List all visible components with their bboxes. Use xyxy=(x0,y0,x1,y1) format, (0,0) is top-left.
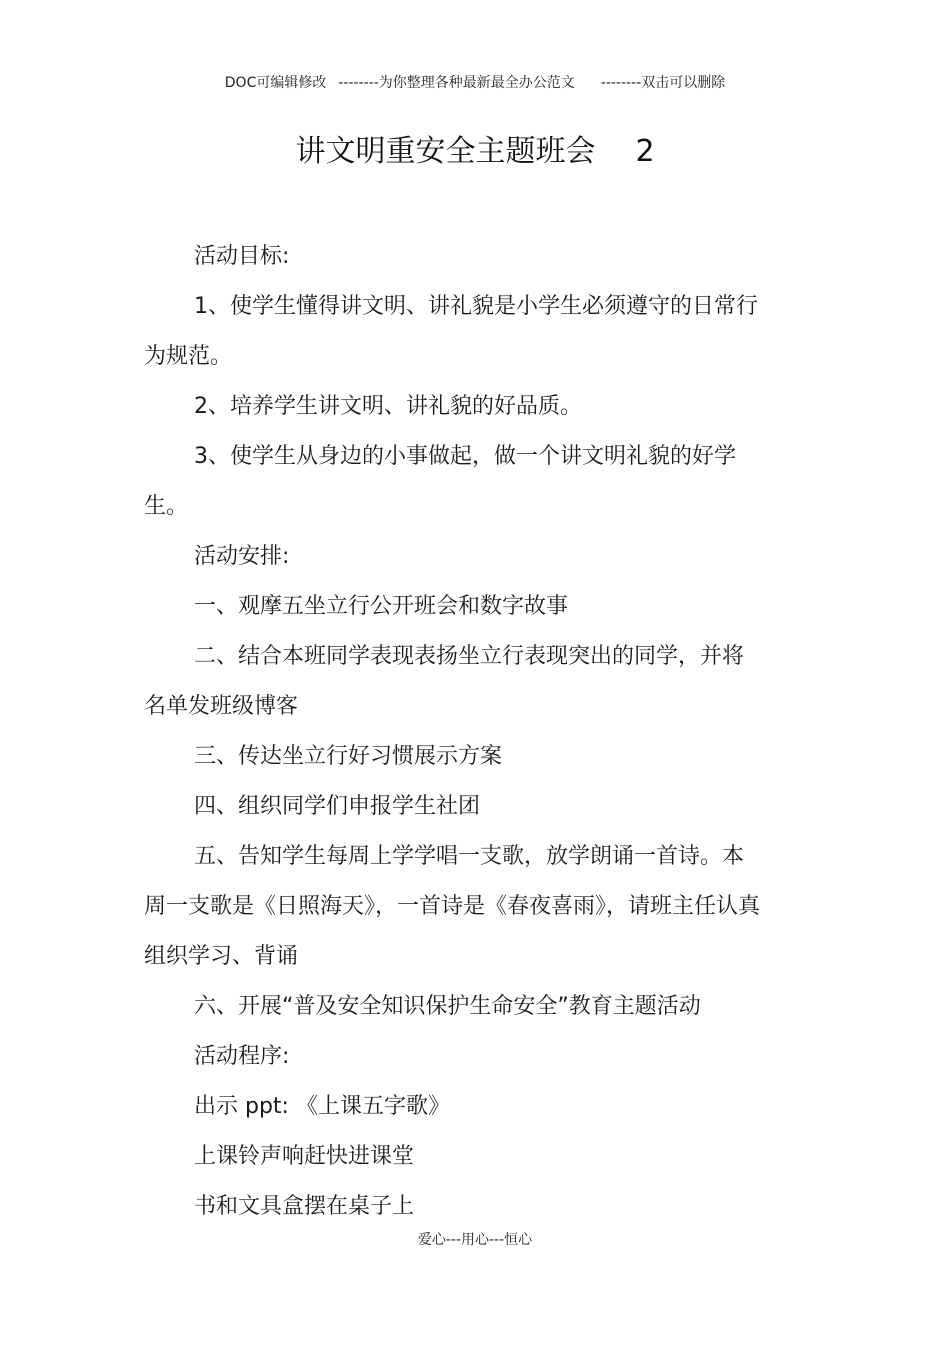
document-body xyxy=(144,232,764,1232)
header-description: --------为你整理各种最新最全办公范文 xyxy=(338,75,575,91)
title-number: 2 xyxy=(635,134,655,169)
procedure-line-3: 书和文具盒摆在桌子上 xyxy=(194,1194,415,1219)
arrangement-item-2: 二、结合本班同学表现表扬坐立行表现突出的同学，并将名单发班级博客 xyxy=(144,644,745,719)
arrangement-item-4: 四、组织同学们申报学生社团 xyxy=(194,794,481,819)
arrangement-item-1: 一、观摩五坐立行公开班会和数字故事 xyxy=(194,594,569,619)
procedure-line-1: 出示 ppt: 《上课五字歌》 xyxy=(194,1094,450,1119)
arrangement-item-3: 三、传达坐立行好习惯展示方案 xyxy=(194,744,503,769)
header-delete-hint: --------双击可以删除 xyxy=(600,75,726,91)
arrangement-item-6: 六、开展“普及安全知识保护生命安全”教育主题活动 xyxy=(194,994,701,1019)
page-header xyxy=(0,72,950,92)
procedure-line-2: 上课铃声响赶快进课堂 xyxy=(194,1144,415,1169)
document-title xyxy=(0,126,950,170)
header-doc-label: DOC可编辑修改 xyxy=(224,75,327,91)
goal-item-2: 2、培养学生讲文明、讲礼貌的好品质。 xyxy=(194,394,582,419)
section-heading-procedure: 活动程序: xyxy=(194,1044,290,1069)
section-heading-goals: 活动目标: xyxy=(194,244,290,269)
section-heading-arrangement: 活动安排: xyxy=(194,544,290,569)
page-footer: 爱心---用心---恒心 xyxy=(417,1232,533,1248)
arrangement-item-5: 五、告知学生每周上学学唱一支歌，放学朗诵一首诗。本周一支歌是《日照海天》，一首诗是《春夜喜雨》，请班主任认真组织学习、背诵 xyxy=(144,844,761,969)
goal-item-3: 3、使学生从身边的小事做起，做一个讲文明礼貌的好学生。 xyxy=(144,444,736,519)
title-text: 讲文明重安全主题班会 xyxy=(295,134,596,169)
goal-item-1: 1、使学生懂得讲文明、讲礼貌是小学生必须遵守的日常行为规范。 xyxy=(144,294,758,369)
